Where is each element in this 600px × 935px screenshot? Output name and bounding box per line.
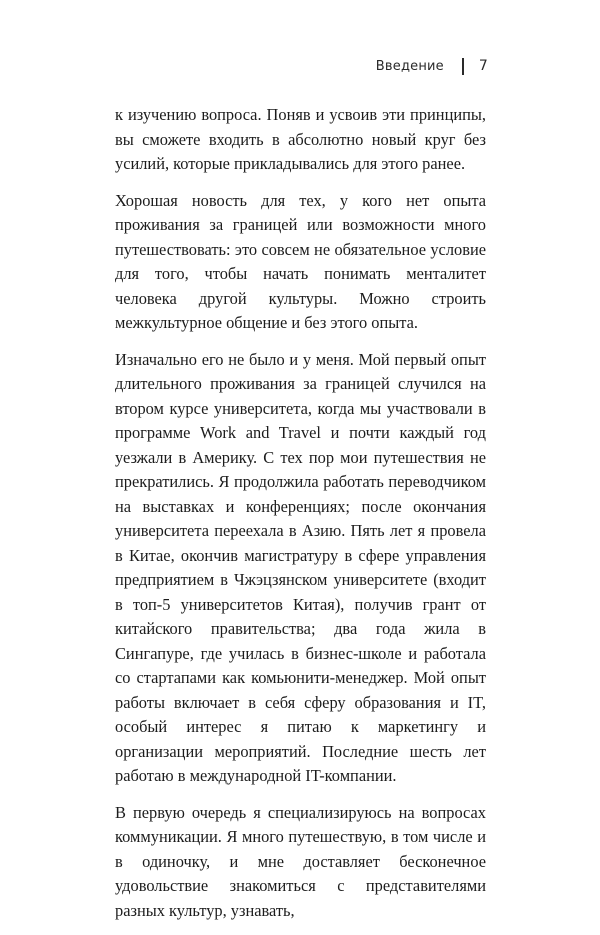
header-divider xyxy=(462,58,464,75)
running-header xyxy=(376,55,488,77)
paragraph: Хорошая новость для тех, у кого нет опыта проживания за границей или возможности много путешествовать: это совсем не обязательное условие для того, чтобы начать понимать менталитет человека другой культуры. Можно строить межкультурное общение и без этого опыта. xyxy=(115,190,486,332)
body-text xyxy=(115,103,486,935)
section-title: Введение xyxy=(375,58,444,74)
paragraph: В первую очередь я специализируюсь на вопросах коммуникации. Я много путешествую, в том числе и в одиночку, и мне доставляет бесконечное удовольствие знакомиться с представителями разных культур, узнавать, xyxy=(115,802,486,920)
paragraph: Изначально его не было и у меня. Мой первый опыт длительного проживания за границей случился на втором курсе университета, когда мы участвовали в программе Work and Travel и почти каждый год уезжали в Америку. С тех пор мои путешествия не прекратились. Я продолжила работать переводчиком на выставках и конференциях; после окончания университета переехала в Азию. Пять лет я провела в Китае, окончив магистратуру в сфере управления предприятием в Чжэцзянском университете (входит в топ-5 университетов Китая), получив грант от китайского правительства; два года жила в Сингапуре, где училась в бизнес-школе и работала со стартапами как комьюнити-менеджер. Мой опыт работы включает в себя сферу образования и IT, особый интерес я питаю к маркетингу и организации мероприятий. Последние шесть лет работаю в международной IT-компании. xyxy=(115,349,486,785)
paragraph: к изучению вопроса. Поняв и усвоив эти принципы, вы сможете входить в абсолютно новый круг без усилий, которые прикладывались для этого ранее. xyxy=(115,105,486,173)
page-number: 7 xyxy=(478,58,488,74)
